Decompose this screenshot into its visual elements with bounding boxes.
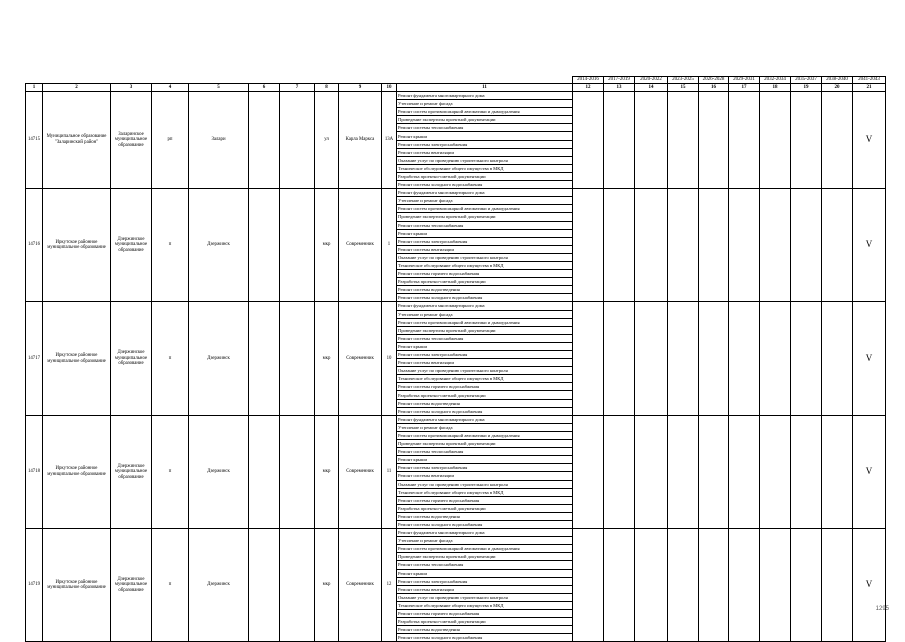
work-type-cell: Ремонт фундамента многоквартирного дома xyxy=(397,302,573,310)
work-type-cell: Ремонт системы теплоснабжения xyxy=(397,561,573,569)
period-empty-cell xyxy=(760,302,791,415)
column-number-cell: 6 xyxy=(249,84,280,92)
locality-cell: Дзержинск xyxy=(189,529,249,642)
column-6-cell xyxy=(249,529,280,642)
blank-header-cell xyxy=(111,77,152,84)
street-type-cell: ул xyxy=(315,92,339,189)
period-mark-cell: V xyxy=(853,529,886,642)
work-type-cell: Утепление и ремонт фасада xyxy=(397,537,573,545)
period-empty-cell xyxy=(791,92,822,189)
work-type-cell: Ремонт системы водоотведения xyxy=(397,286,573,294)
work-type-cell: Ремонт системы электроснабжения xyxy=(397,237,573,245)
settlement-type-cell: п xyxy=(152,415,189,528)
period-empty-cell xyxy=(668,302,699,415)
house-number-cell: 11 xyxy=(382,415,397,528)
period-empty-cell xyxy=(791,529,822,642)
locality-cell: Залари xyxy=(189,92,249,189)
street-type-cell: мкр xyxy=(315,415,339,528)
work-type-cell: Ремонт системы холодного водоснабжения xyxy=(397,181,573,189)
work-type-cell: Ремонт систем противопожарной автоматики и дымоудаления xyxy=(397,108,573,116)
work-type-cell: Разработка проектно-сметной документации xyxy=(397,172,573,180)
work-type-cell: Ремонт системы электроснабжения xyxy=(397,351,573,359)
work-type-cell: Утепление и ремонт фасада xyxy=(397,100,573,108)
record-number-cell: 14718 xyxy=(26,415,43,528)
work-type-cell: Оказание услуг по проведению строительного контроля xyxy=(397,593,573,601)
work-type-cell: Ремонт системы электроснабжения xyxy=(397,140,573,148)
column-number-cell: 12 xyxy=(573,84,604,92)
settlement-type-cell: п xyxy=(152,529,189,642)
work-type-cell: Ремонт фундамента многоквартирного дома xyxy=(397,415,573,423)
locality-cell: Дзержинск xyxy=(189,415,249,528)
column-number-cell: 5 xyxy=(189,84,249,92)
column-number-cell: 13 xyxy=(604,84,635,92)
period-header-cell: 2026-2028 xyxy=(699,77,729,84)
period-empty-cell xyxy=(699,189,729,302)
work-type-cell: Ремонт фундамента многоквартирного дома xyxy=(397,189,573,197)
settlement-cell: Заларинское муниципальное образование xyxy=(111,92,152,189)
blank-header-cell xyxy=(382,77,397,84)
period-empty-cell xyxy=(573,529,604,642)
period-header-row xyxy=(26,77,886,84)
work-type-cell: Ремонт системы электроснабжения xyxy=(397,464,573,472)
settlement-type-cell: п xyxy=(152,302,189,415)
blank-header-cell xyxy=(339,77,382,84)
column-number-cell: 9 xyxy=(339,84,382,92)
period-empty-cell xyxy=(604,529,635,642)
blank-header-cell xyxy=(43,77,111,84)
column-6-cell xyxy=(249,302,280,415)
period-empty-cell xyxy=(760,92,791,189)
blank-header-cell xyxy=(152,77,189,84)
period-header-cell: 2032-2034 xyxy=(760,77,791,84)
municipality-cell: Муниципальное образование "Заларинский район" xyxy=(43,92,111,189)
column-number-cell: 17 xyxy=(729,84,760,92)
blank-header-cell xyxy=(397,77,573,84)
period-empty-cell xyxy=(635,529,668,642)
work-type-cell: Утепление и ремонт фасада xyxy=(397,423,573,431)
work-type-cell: Ремонт систем противопожарной автоматики и дымоудаления xyxy=(397,318,573,326)
blank-header-cell xyxy=(26,77,43,84)
period-empty-cell xyxy=(668,92,699,189)
column-7-cell xyxy=(280,415,315,528)
settlement-cell: Дзержинское муниципальное образование xyxy=(111,415,152,528)
column-6-cell xyxy=(249,189,280,302)
period-mark-cell: V xyxy=(853,302,886,415)
period-empty-cell xyxy=(604,92,635,189)
period-empty-cell xyxy=(668,415,699,528)
period-empty-cell xyxy=(822,92,853,189)
column-7-cell xyxy=(280,92,315,189)
work-type-cell: Оказание услуг по проведению строительного контроля xyxy=(397,156,573,164)
street-cell: Карла Маркса xyxy=(339,92,382,189)
column-number-cell: 16 xyxy=(699,84,729,92)
municipality-cell: Иркутское районное муниципальное образование xyxy=(43,529,111,642)
work-type-cell: Оказание услуг по проведению строительного контроля xyxy=(397,480,573,488)
period-header-cell: 2035-2037 xyxy=(791,77,822,84)
work-type-cell: Ремонт системы водоотведения xyxy=(397,512,573,520)
work-type-cell: Ремонт фундамента многоквартирного дома xyxy=(397,92,573,100)
period-mark-cell: V xyxy=(853,415,886,528)
locality-cell: Дзержинск xyxy=(189,302,249,415)
work-type-cell: Разработка проектно-сметной документации xyxy=(397,278,573,286)
column-number-cell: 14 xyxy=(635,84,668,92)
street-cell: Современник xyxy=(339,415,382,528)
blank-header-cell xyxy=(249,77,280,84)
work-type-cell: Техническое обследование общего имущества в МКД xyxy=(397,164,573,172)
column-number-cell: 11 xyxy=(397,84,573,92)
column-6-cell xyxy=(249,415,280,528)
street-cell: Современник xyxy=(339,302,382,415)
work-type-cell: Разработка проектно-сметной документации xyxy=(397,504,573,512)
period-header-cell: 2029-2031 xyxy=(729,77,760,84)
column-7-cell xyxy=(280,302,315,415)
repair-schedule-table xyxy=(25,76,886,642)
period-empty-cell xyxy=(573,189,604,302)
work-type-cell: Ремонт системы водоотведения xyxy=(397,399,573,407)
work-type-cell: Ремонт системы электроснабжения xyxy=(397,577,573,585)
street-cell: Современник xyxy=(339,189,382,302)
period-empty-cell xyxy=(604,415,635,528)
work-type-cell: Ремонт систем противопожарной автоматики и дымоудаления xyxy=(397,205,573,213)
period-empty-cell xyxy=(822,302,853,415)
period-empty-cell xyxy=(635,302,668,415)
blank-header-cell xyxy=(280,77,315,84)
period-empty-cell xyxy=(699,302,729,415)
record-number-cell: 14715 xyxy=(26,92,43,189)
period-header-cell: 2023-2025 xyxy=(668,77,699,84)
work-type-cell: Разработка проектно-сметной документации xyxy=(397,391,573,399)
period-empty-cell xyxy=(760,529,791,642)
street-type-cell: мкр xyxy=(315,529,339,642)
record-number-cell: 14716 xyxy=(26,189,43,302)
period-empty-cell xyxy=(822,189,853,302)
settlement-type-cell: рп xyxy=(152,92,189,189)
house-number-cell: 13А xyxy=(382,92,397,189)
period-empty-cell xyxy=(573,415,604,528)
column-number-row xyxy=(26,84,886,92)
work-type-cell: Ремонт крыши xyxy=(397,456,573,464)
work-type-cell: Проведение экспертизы проектной документации xyxy=(397,440,573,448)
work-type-cell: Утепление и ремонт фасада xyxy=(397,310,573,318)
period-empty-cell xyxy=(668,189,699,302)
period-header-cell: 2014-2016 xyxy=(573,77,604,84)
work-type-cell: Ремонт системы горячего водоснабжения xyxy=(397,610,573,618)
period-empty-cell xyxy=(635,189,668,302)
work-type-cell: Разработка проектно-сметной документации xyxy=(397,618,573,626)
period-mark-cell: V xyxy=(853,92,886,189)
column-number-cell: 20 xyxy=(822,84,853,92)
settlement-cell: Дзержинское муниципальное образование xyxy=(111,189,152,302)
work-row xyxy=(26,302,886,310)
column-number-cell: 15 xyxy=(668,84,699,92)
period-empty-cell xyxy=(760,415,791,528)
period-empty-cell xyxy=(729,189,760,302)
column-number-cell: 8 xyxy=(315,84,339,92)
column-number-cell: 7 xyxy=(280,84,315,92)
house-number-cell: 10 xyxy=(382,302,397,415)
street-cell: Современник xyxy=(339,529,382,642)
period-empty-cell xyxy=(729,92,760,189)
work-type-cell: Ремонт системы вентиляции xyxy=(397,245,573,253)
column-6-cell xyxy=(249,92,280,189)
work-row xyxy=(26,415,886,423)
work-type-cell: Проведение экспертизы проектной документации xyxy=(397,553,573,561)
period-empty-cell xyxy=(604,189,635,302)
work-type-cell: Ремонт системы теплоснабжения xyxy=(397,221,573,229)
column-number-cell: 4 xyxy=(152,84,189,92)
municipality-cell: Иркутское районное муниципальное образование xyxy=(43,189,111,302)
house-number-cell: 1 xyxy=(382,189,397,302)
work-type-cell: Техническое обследование общего имущества в МКД xyxy=(397,375,573,383)
work-type-cell: Техническое обследование общего имущества в МКД xyxy=(397,601,573,609)
work-type-cell: Техническое обследование общего имущества в МКД xyxy=(397,488,573,496)
work-type-cell: Ремонт крыши xyxy=(397,569,573,577)
locality-cell: Дзержинск xyxy=(189,189,249,302)
work-type-cell: Ремонт системы вентиляции xyxy=(397,585,573,593)
work-type-cell: Ремонт системы холодного водоснабжения xyxy=(397,634,573,642)
work-type-cell: Проведение экспертизы проектной документации xyxy=(397,213,573,221)
work-type-cell: Ремонт системы вентиляции xyxy=(397,359,573,367)
work-type-cell: Ремонт крыши xyxy=(397,229,573,237)
work-type-cell: Ремонт системы холодного водоснабжения xyxy=(397,294,573,302)
work-type-cell: Ремонт системы теплоснабжения xyxy=(397,124,573,132)
work-type-cell: Ремонт системы горячего водоснабжения xyxy=(397,383,573,391)
period-empty-cell xyxy=(791,302,822,415)
period-empty-cell xyxy=(760,189,791,302)
column-number-cell: 2 xyxy=(43,84,111,92)
work-type-cell: Ремонт системы холодного водоснабжения xyxy=(397,520,573,528)
column-number-cell: 10 xyxy=(382,84,397,92)
period-empty-cell xyxy=(699,529,729,642)
period-header-cell: 2017-2019 xyxy=(604,77,635,84)
period-empty-cell xyxy=(635,92,668,189)
blank-header-cell xyxy=(315,77,339,84)
work-type-cell: Проведение экспертизы проектной документации xyxy=(397,116,573,124)
column-number-cell: 19 xyxy=(791,84,822,92)
record-number-cell: 14717 xyxy=(26,302,43,415)
page-number: 1295 xyxy=(875,606,889,612)
period-empty-cell xyxy=(573,92,604,189)
period-empty-cell xyxy=(604,302,635,415)
period-empty-cell xyxy=(729,415,760,528)
work-type-cell: Ремонт системы холодного водоснабжения xyxy=(397,407,573,415)
work-type-cell: Ремонт системы водоотведения xyxy=(397,626,573,634)
period-empty-cell xyxy=(822,415,853,528)
work-type-cell: Проведение экспертизы проектной документации xyxy=(397,326,573,334)
work-type-cell: Ремонт системы горячего водоснабжения xyxy=(397,496,573,504)
period-header-cell: 2020-2022 xyxy=(635,77,668,84)
work-type-cell: Ремонт фундамента многоквартирного дома xyxy=(397,529,573,537)
period-empty-cell xyxy=(791,415,822,528)
settlement-type-cell: п xyxy=(152,189,189,302)
period-empty-cell xyxy=(635,415,668,528)
column-number-cell: 18 xyxy=(760,84,791,92)
house-number-cell: 12 xyxy=(382,529,397,642)
period-header-cell: 2041-2043 xyxy=(853,77,886,84)
column-number-cell: 3 xyxy=(111,84,152,92)
work-type-cell: Утепление и ремонт фасада xyxy=(397,197,573,205)
work-row xyxy=(26,529,886,537)
period-empty-cell xyxy=(791,189,822,302)
period-mark-cell: V xyxy=(853,189,886,302)
work-type-cell: Оказание услуг по проведению строительного контроля xyxy=(397,253,573,261)
municipality-cell: Иркутское районное муниципальное образование xyxy=(43,415,111,528)
work-type-cell: Ремонт крыши xyxy=(397,132,573,140)
settlement-cell: Дзержинское муниципальное образование xyxy=(111,529,152,642)
work-type-cell: Ремонт систем противопожарной автоматики и дымоудаления xyxy=(397,431,573,439)
period-empty-cell xyxy=(729,302,760,415)
period-header-cell: 2038-2040 xyxy=(822,77,853,84)
settlement-cell: Дзержинское муниципальное образование xyxy=(111,302,152,415)
column-number-cell: 21 xyxy=(853,84,886,92)
street-type-cell: мкр xyxy=(315,189,339,302)
street-type-cell: мкр xyxy=(315,302,339,415)
period-empty-cell xyxy=(699,415,729,528)
period-empty-cell xyxy=(573,302,604,415)
period-empty-cell xyxy=(699,92,729,189)
column-7-cell xyxy=(280,189,315,302)
work-row xyxy=(26,92,886,100)
record-number-cell: 14719 xyxy=(26,529,43,642)
work-type-cell: Ремонт системы теплоснабжения xyxy=(397,448,573,456)
column-number-cell: 1 xyxy=(26,84,43,92)
work-type-cell: Техническое обследование общего имущества в МКД xyxy=(397,261,573,269)
work-type-cell: Ремонт системы теплоснабжения xyxy=(397,334,573,342)
work-type-cell: Оказание услуг по проведению строительного контроля xyxy=(397,367,573,375)
period-empty-cell xyxy=(668,529,699,642)
work-type-cell: Ремонт систем противопожарной автоматики и дымоудаления xyxy=(397,545,573,553)
work-type-cell: Ремонт системы горячего водоснабжения xyxy=(397,270,573,278)
period-empty-cell xyxy=(822,529,853,642)
column-7-cell xyxy=(280,529,315,642)
municipality-cell: Иркутское районное муниципальное образование xyxy=(43,302,111,415)
work-row xyxy=(26,189,886,197)
work-type-cell: Ремонт системы вентиляции xyxy=(397,472,573,480)
period-empty-cell xyxy=(729,529,760,642)
work-type-cell: Ремонт крыши xyxy=(397,342,573,350)
blank-header-cell xyxy=(189,77,249,84)
work-type-cell: Ремонт системы вентиляции xyxy=(397,148,573,156)
